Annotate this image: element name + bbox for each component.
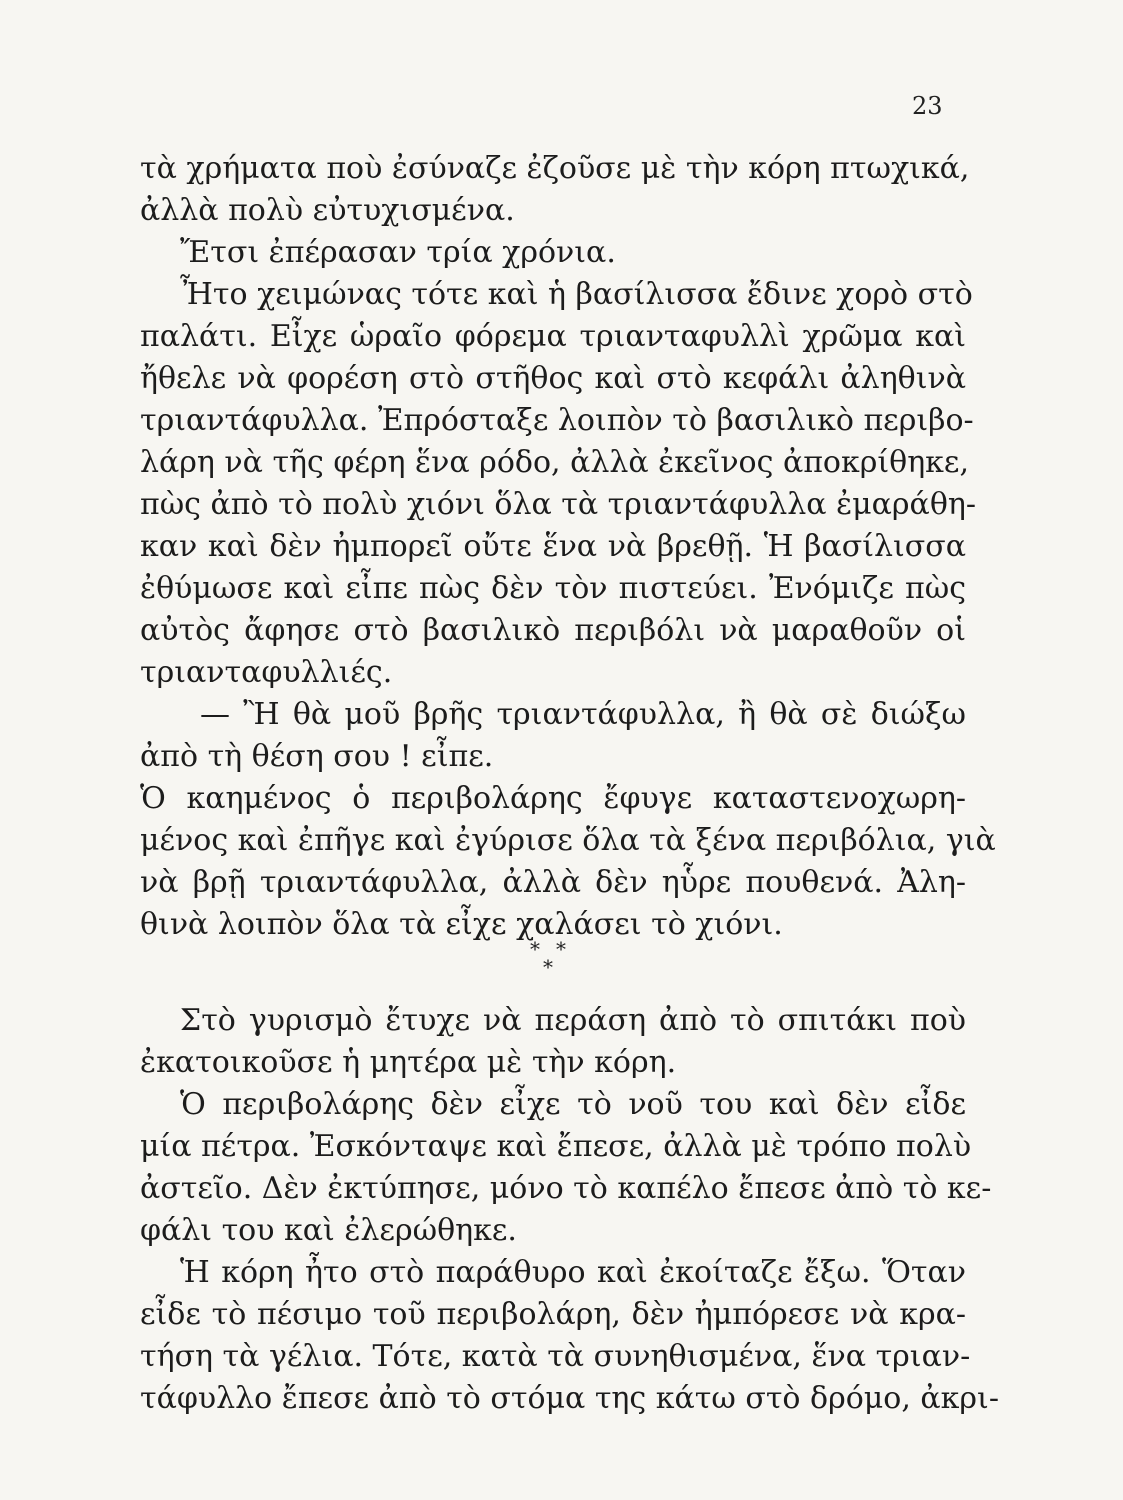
text-line: θινὰ λοιπὸν ὅλα τὰ εἶχε χαλάσει τὸ χιόνι. [140, 907, 783, 942]
text-line: μία πέτρα. Ἐσκόνταψε καὶ ἔπεσε, ἀλλὰ μὲ τρόπο πολὺ [140, 1129, 972, 1164]
text-line: τάφυλλο ἔπεσε ἀπὸ τὸ στόμα της κάτω στὸ δρόμο, ἀκρι- [140, 1381, 999, 1416]
text-line: πὼς ἀπὸ τὸ πολὺ χιόνι ὅλα τὰ τριαντάφυλλα ἐμαράθη- [140, 487, 976, 522]
text-line: ἀστεῖο. Δὲν ἐκτύπησε, μόνο τὸ καπέλο ἔπεσε ἀπὸ τὸ κε- [140, 1171, 992, 1206]
asterism-separator [530, 935, 580, 985]
text-line: τήση τὰ γέλια. Τότε, κατὰ τὰ συνηθισμένα, ἕνα τριαν- [140, 1339, 971, 1374]
text-line: — Ἢ θὰ μοῦ βρῆς τριαντάφυλλα, ἢ θὰ σὲ διώξω [200, 697, 966, 732]
text-line: Στὸ γυρισμὸ ἔτυχε νὰ περάση ἀπὸ τὸ σπιτάκι ποὺ [180, 1003, 966, 1038]
text-line: Ἦτο χειμώνας τότε καὶ ἡ βασίλισσα ἔδινε χορὸ στὸ [180, 277, 973, 312]
asterisk: * [530, 937, 540, 961]
asterisk: * [556, 937, 566, 961]
text-line: εἶδε τὸ πέσιμο τοῦ περιβολάρη, δὲν ἠμπόρεσε νὰ κρα- [140, 1297, 966, 1332]
text-section-1 [140, 148, 996, 946]
text-line: ἐθύμωσε καὶ εἶπε πὼς δὲν τὸν πιστεύει. Ἐνόμιζε πὼς [140, 571, 966, 606]
asterisk: * [543, 955, 553, 979]
text-line: αὐτὸς ἄφησε στὸ βασιλικὸ περιβόλι νὰ μαραθοῦν οἱ [140, 613, 966, 648]
text-line: καν καὶ δὲν ἠμπορεῖ οὔτε ἕνα νὰ βρεθῇ. Ἡ βασίλισσα [140, 529, 966, 564]
text-line: λάρη νὰ τῆς φέρη ἕνα ρόδο, ἀλλὰ ἐκεῖνος ἀποκρίθηκε, [140, 445, 969, 480]
text-section-2 [140, 1000, 999, 1420]
text-line: μένος καὶ ἐπῆγε καὶ ἐγύρισε ὅλα τὰ ξένα περιβόλια, γιὰ [140, 823, 996, 858]
text-line: νὰ βρῇ τριαντάφυλλα, ἀλλὰ δὲν ηὗρε πουθενά. Ἀλη- [140, 865, 966, 900]
text-line: φάλι του καὶ ἐλερώθηκε. [140, 1213, 517, 1248]
text-line: Ὁ καημένος ὁ περιβολάρης ἔφυγε καταστενοχωρη- [140, 781, 966, 816]
text-line: τριανταφυλλιές. [140, 655, 393, 690]
text-line: τὰ χρήματα ποὺ ἐσύναζε ἐζοῦσε μὲ τὴν κόρη πτωχικά, [140, 151, 970, 186]
text-line: Ἔτσι ἐπέρασαν τρία χρόνια. [180, 235, 616, 270]
text-line: παλάτι. Εἶχε ὡραῖο φόρεμα τριανταφυλλὶ χρῶμα καὶ [140, 319, 966, 354]
text-line: ἤθελε νὰ φορέση στὸ στῆθος καὶ στὸ κεφάλι ἀληθινὰ [140, 361, 966, 396]
text-line: Ὁ περιβολάρης δὲν εἶχε τὸ νοῦ του καὶ δὲν εἶδε [180, 1087, 966, 1122]
text-line: τριαντάφυλλα. Ἐπρόσταξε λοιπὸν τὸ βασιλικὸ περιβο- [140, 403, 974, 438]
text-line: Ἡ κόρη ἦτο στὸ παράθυρο καὶ ἐκοίταζε ἔξω. Ὅταν [180, 1255, 966, 1290]
text-line: ἀπὸ τὴ θέση σου ! εἶπε. [140, 739, 494, 774]
text-line: ἐκατοικοῦσε ἡ μητέρα μὲ τὴν κόρη. [140, 1045, 677, 1080]
text-line: ἀλλὰ πολὺ εὐτυχισμένα. [140, 193, 515, 228]
page-number: 23 [912, 92, 943, 120]
